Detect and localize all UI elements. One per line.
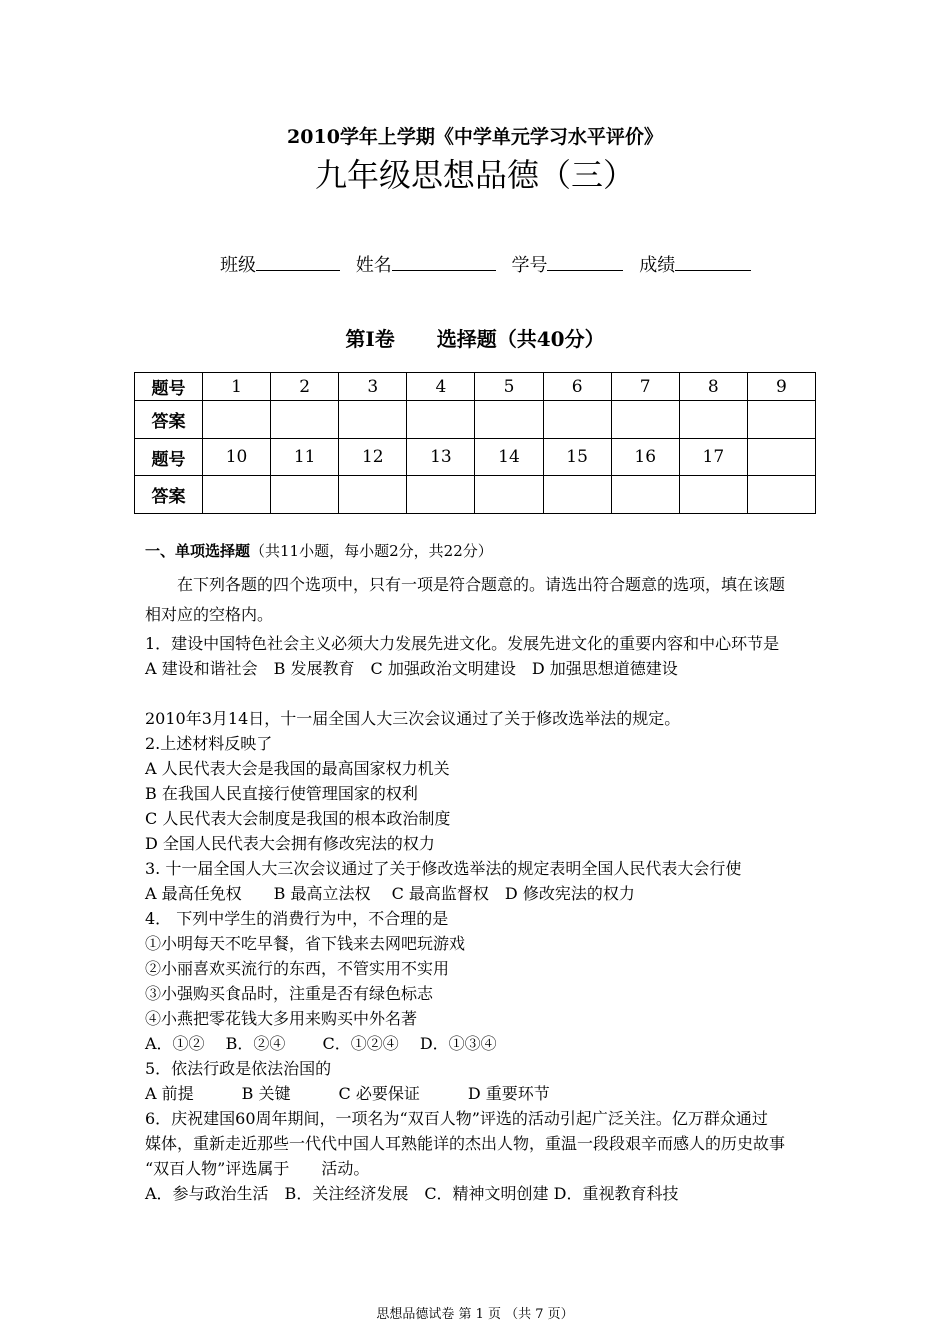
question-number-cell: 5 <box>475 373 543 401</box>
question-number-cell: 2 <box>271 373 339 401</box>
question-number-cell: 10 <box>203 439 271 476</box>
question-number-cell <box>747 439 815 476</box>
table-row <box>135 401 816 439</box>
question-4: 4． 下列中学生的消费行为中，不合理的是 <box>145 909 449 928</box>
question-2-option-d: D 全国人民代表大会拥有修改宪法的权力 <box>145 834 435 853</box>
class-label: 班级 <box>220 255 256 276</box>
question-3: 3. 十一届全国人大三次会议通过了关于修改选举法的规定表明全国人民代表大会行使 <box>145 859 742 878</box>
question-number-cell: 8 <box>679 373 747 401</box>
section-part: 第Ⅰ卷 <box>345 327 395 351</box>
question-number-cell: 14 <box>475 439 543 476</box>
answer-cell[interactable] <box>271 476 339 514</box>
question-number-cell: 1 <box>203 373 271 401</box>
answer-cell[interactable] <box>747 476 815 514</box>
number-field[interactable] <box>547 253 623 271</box>
question-3-options: A 最高任免权 B 最高立法权 C 最高监督权 D 修改宪法的权力 <box>145 884 635 903</box>
question-number-cell: 3 <box>339 373 407 401</box>
answer-cell[interactable] <box>407 401 475 439</box>
answer-cell[interactable] <box>203 476 271 514</box>
question-6-line-2: 媒体，重新走近那些一代代中国人耳熟能详的杰出人物，重温一段段艰辛而感人的历史故事 <box>145 1134 786 1153</box>
question-number-cell: 16 <box>611 439 679 476</box>
question-1-options: A 建设和谐社会 B 发展教育 C 加强政治文明建设 D 加强思想道德建设 <box>145 659 678 678</box>
student-info-line <box>220 251 761 277</box>
question-2: 2.上述材料反映了 <box>145 734 273 753</box>
answer-cell[interactable] <box>611 401 679 439</box>
table-row <box>135 439 816 476</box>
answer-cell[interactable] <box>679 401 747 439</box>
question-4-item-1: ①小明每天不吃早餐，省下钱来去网吧玩游戏 <box>145 934 466 953</box>
section-heading <box>0 323 950 352</box>
question-1: 1．建设中国特色社会主义必须大力发展先进文化。发展先进文化的重要内容和中心环节是 <box>145 634 780 653</box>
class-field[interactable] <box>256 253 340 271</box>
answer-cell[interactable] <box>679 476 747 514</box>
question-6-line-1: 6．庆祝建国60周年期间，一项名为“双百人物”评选的活动引起广泛关注。亿万群众通过 <box>145 1109 768 1128</box>
answer-cell[interactable] <box>203 401 271 439</box>
question-number-cell: 6 <box>543 373 611 401</box>
question-header-cell: 题号 <box>135 439 203 476</box>
question-number-cell: 7 <box>611 373 679 401</box>
answer-header-cell: 答案 <box>135 476 203 514</box>
answer-table <box>134 372 816 514</box>
question-5-options: A 前提 B 关键 C 必要保证 D 重要环节 <box>145 1084 550 1103</box>
question-number-cell: 9 <box>747 373 815 401</box>
answer-cell[interactable] <box>611 476 679 514</box>
question-2-option-a: A 人民代表大会是我国的最高国家权力机关 <box>145 759 450 778</box>
question-5: 5．依法行政是依法治国的 <box>145 1059 332 1078</box>
question-number-cell: 13 <box>407 439 475 476</box>
instruction-line-2: 相对应的空格内。 <box>145 605 274 624</box>
question-number-cell: 11 <box>271 439 339 476</box>
material-text: 2010年3月14日，十一届全国人大三次会议通过了关于修改选举法的规定。 <box>145 709 681 728</box>
name-label: 姓名 <box>355 255 392 276</box>
question-6-line-3: “双百人物”评选属于 活动。 <box>145 1159 370 1178</box>
page-footer: 思想品德试卷 第 1 页 （共 7 页） <box>376 1307 574 1322</box>
answer-cell[interactable] <box>339 476 407 514</box>
question-2-option-b: B 在我国人民直接行使管理国家的权利 <box>145 784 418 803</box>
answer-cell[interactable] <box>543 476 611 514</box>
number-label: 学号 <box>511 255 548 276</box>
section-name: 选择题（共40分） <box>436 327 605 351</box>
part1-heading <box>145 540 493 561</box>
answer-header-cell: 答案 <box>135 401 203 439</box>
question-4-item-2: ②小丽喜欢买流行的东西，不管实用不实用 <box>145 959 450 978</box>
question-header-cell: 题号 <box>135 373 203 401</box>
answer-cell[interactable] <box>271 401 339 439</box>
score-label: 成绩 <box>639 255 676 276</box>
question-number-cell: 17 <box>679 439 747 476</box>
score-field[interactable] <box>675 253 751 271</box>
instruction-line-1: 在下列各题的四个选项中，只有一项是符合题意的。请选出符合题意的选项，填在该题 <box>177 575 786 594</box>
answer-cell[interactable] <box>475 401 543 439</box>
part1-heading-title: 一、单项选择题 <box>145 542 251 560</box>
answer-cell[interactable] <box>475 476 543 514</box>
exam-title: 九年级思想品德（三） <box>314 156 635 194</box>
table-row <box>135 373 816 401</box>
question-number-cell: 4 <box>407 373 475 401</box>
part1-heading-note: （共11小题，每小题2分，共22分） <box>250 542 493 560</box>
answer-cell[interactable] <box>407 476 475 514</box>
question-4-item-3: ③小强购买食品时，注重是否有绿色标志 <box>145 984 434 1003</box>
answer-cell[interactable] <box>339 401 407 439</box>
question-4-item-4: ④小燕把零花钱大多用来购买中外名著 <box>145 1009 418 1028</box>
answer-cell[interactable] <box>543 401 611 439</box>
name-field[interactable] <box>392 253 496 271</box>
question-number-cell: 12 <box>339 439 407 476</box>
question-2-option-c: C 人民代表大会制度是我国的根本政治制度 <box>145 809 451 828</box>
exam-subtitle: 2010学年上学期《中学单元学习水平评价》 <box>287 126 663 148</box>
table-row <box>135 476 816 514</box>
question-4-options: A．①② B．②④ C．①②④ D．①③④ <box>145 1034 497 1053</box>
question-6-options: A．参与政治生活 B．关注经济发展 C．精神文明创建 D．重视教育科技 <box>145 1184 679 1203</box>
answer-cell[interactable] <box>747 401 815 439</box>
question-number-cell: 15 <box>543 439 611 476</box>
